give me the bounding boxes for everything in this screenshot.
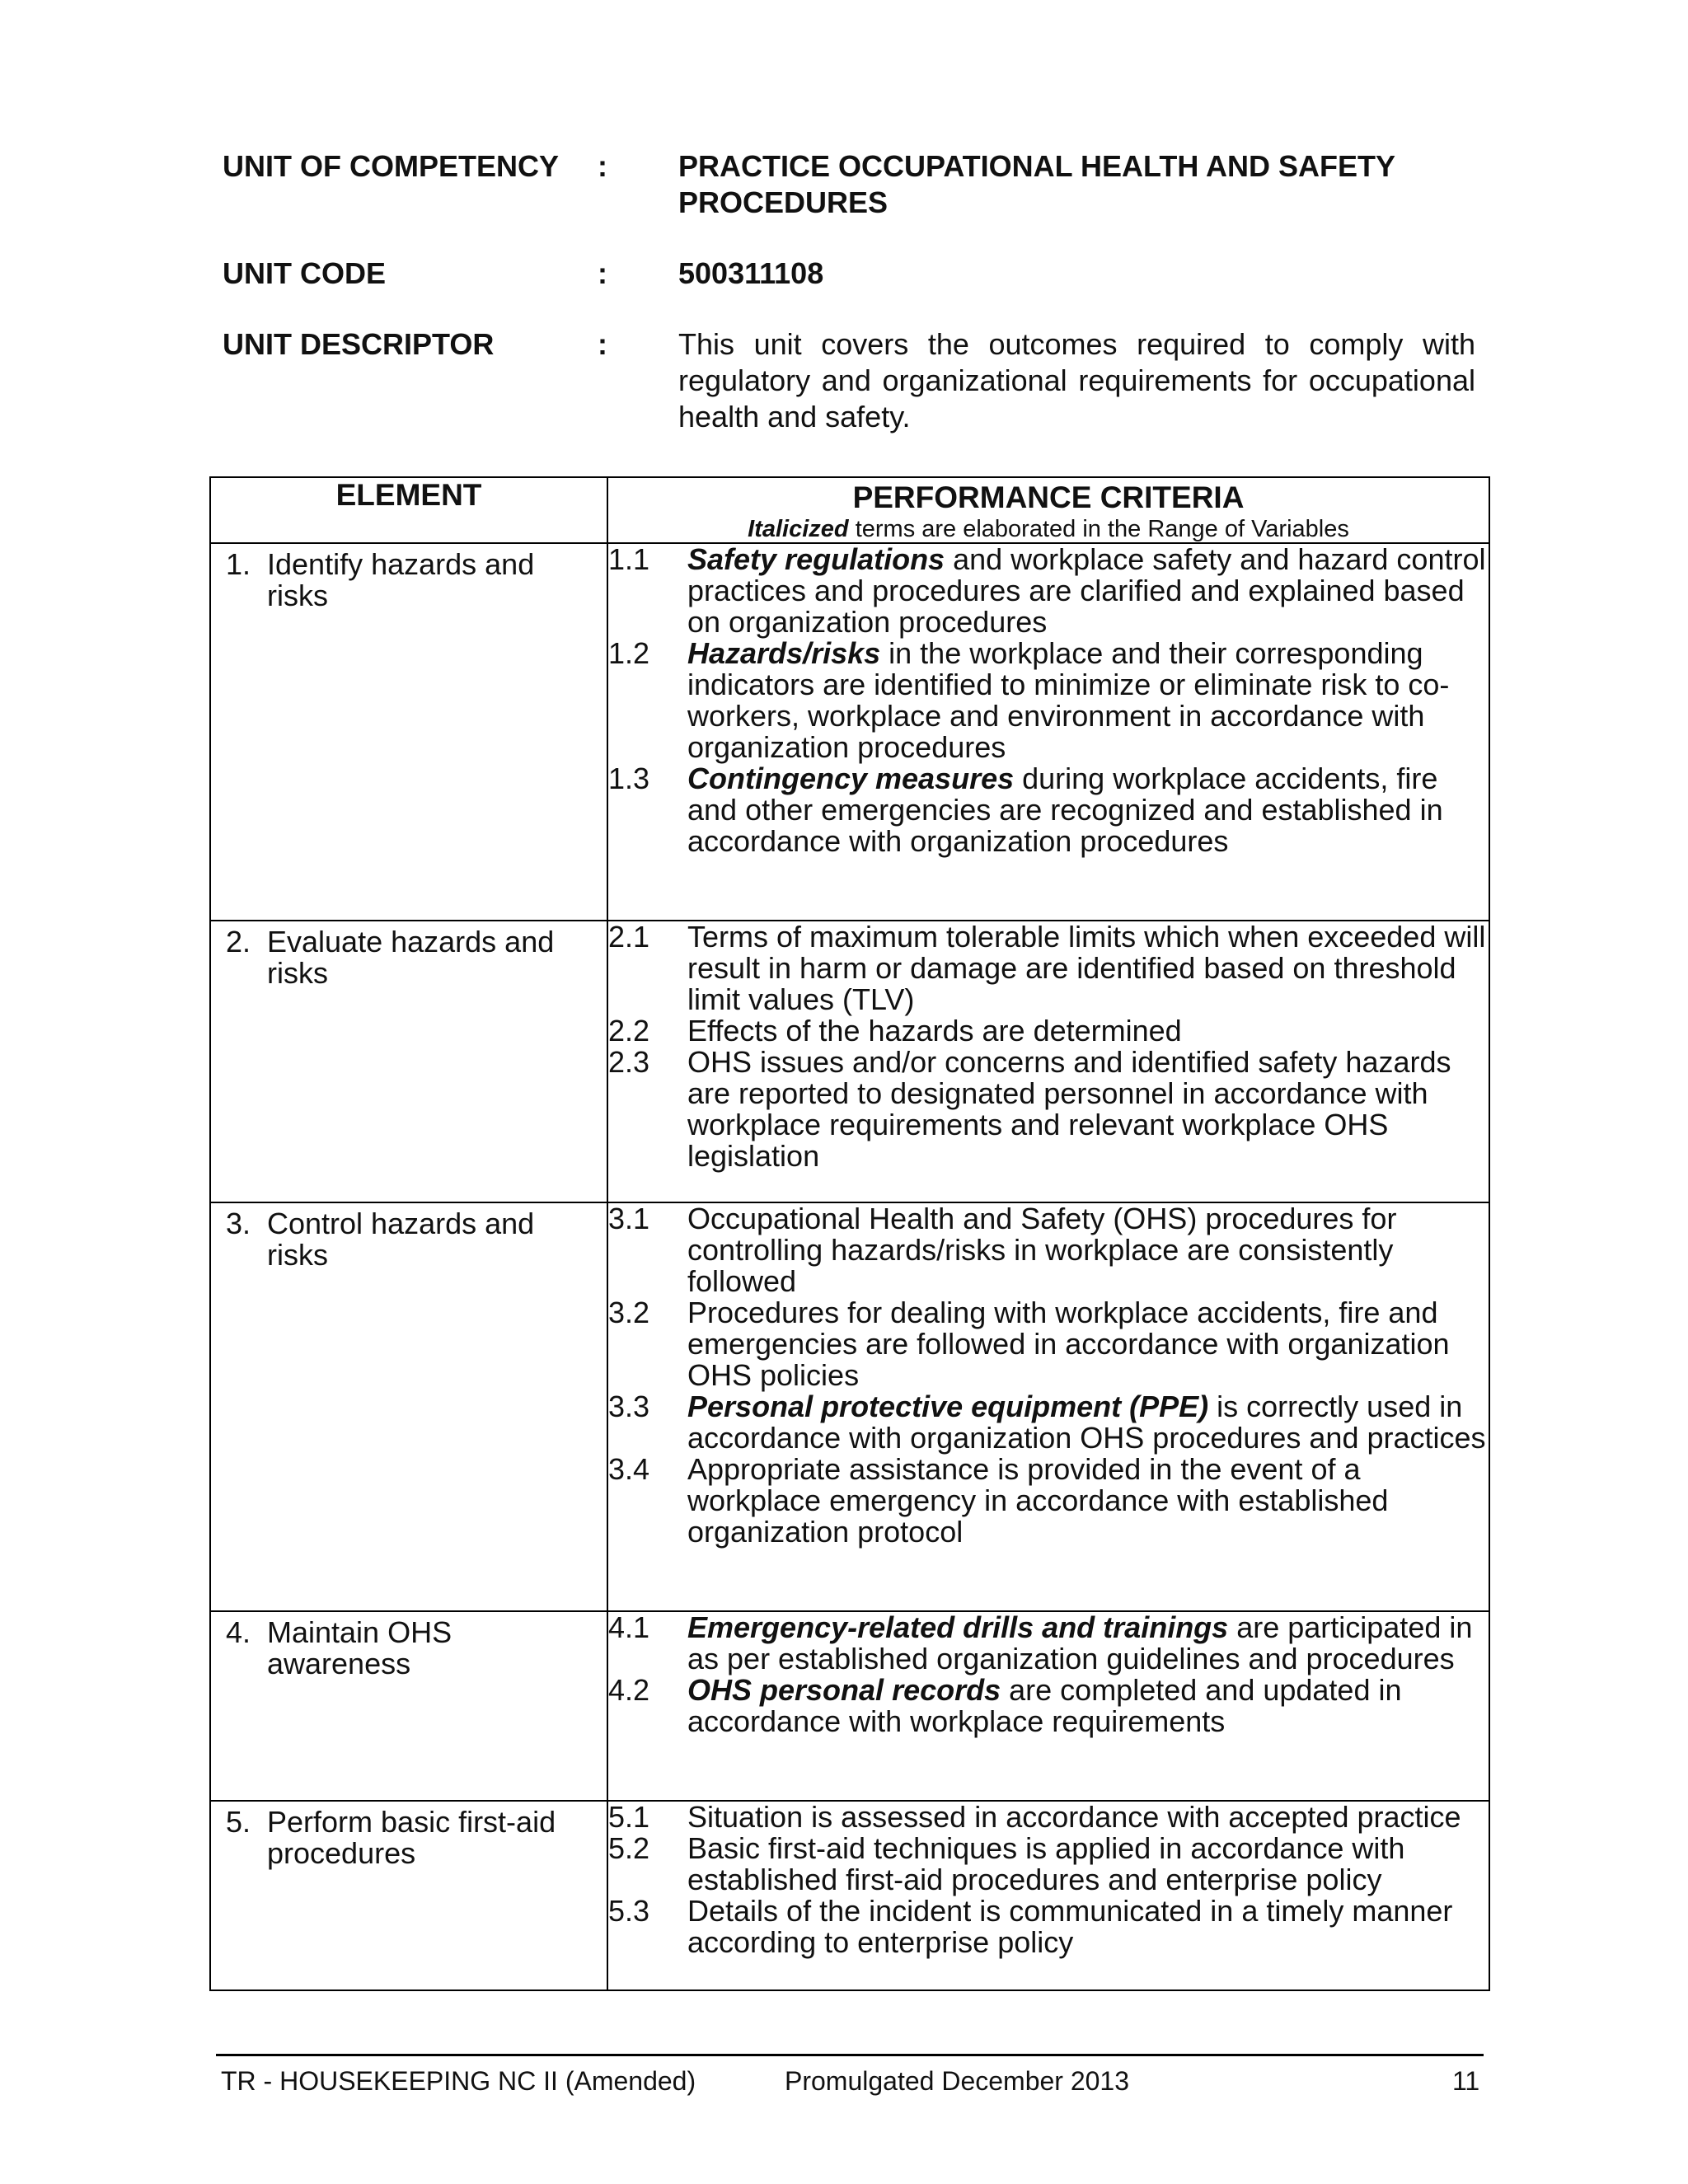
criteria-item [608,638,1489,763]
element-number: 5. [226,1805,251,1839]
criteria-item [608,1454,1489,1548]
element-text: Evaluate hazards and risks [267,925,555,990]
element-text: Identify hazards and risks [267,547,535,612]
criteria-number: 3.2 [608,1296,650,1329]
criteria-cell [607,921,1489,1202]
criteria-note [608,516,1489,542]
unit-descriptor-label: UNIT DESCRIPTOR [223,327,495,361]
element-header: ELEMENT [210,477,607,543]
criteria-note-italic: Italicized [748,516,849,542]
criteria-item [608,1047,1489,1172]
criteria-text [687,1802,1489,1833]
criteria-text [687,1896,1489,1958]
footer-divider [216,2054,1484,2056]
criteria-number: 2.3 [608,1045,650,1079]
criteria-cell [607,543,1489,921]
criteria-text [687,763,1489,857]
element-item [211,1612,607,1680]
criteria-number: 3.3 [608,1390,650,1423]
criteria-body: Appropriate assistance is provided in the event of a workplace emergency in accordance with established organization protocol [687,1452,1389,1549]
criteria-number: 5.2 [608,1831,650,1865]
element-number: 1. [226,547,251,581]
criteria-text [687,1675,1489,1737]
criteria-body: and workplace safety and hazard control practices and procedures are clarified and explained based on organization procedures [687,542,1486,639]
criteria-body: is correctly used in accordance with organization OHS procedures and practices [687,1390,1486,1455]
unit-code-colon: : [598,256,607,290]
criteria-cell [607,1611,1489,1801]
element-cell [210,1202,607,1611]
criteria-text [687,638,1489,763]
criteria-text [687,1297,1489,1391]
criteria-body: Terms of maximum tolerable limits which when exceeded will result in harm or damage are identified based on threshold limit values (TLV) [687,920,1486,1016]
element-text: Perform basic first-aid procedures [267,1805,556,1870]
element-text: Maintain OHS awareness [267,1615,452,1680]
criteria-item [608,1015,1489,1047]
criteria-text [687,1391,1489,1454]
table-row [210,921,1489,1202]
range-term: Hazards/risks [687,636,881,670]
criteria-text [687,1833,1489,1896]
criteria-cell [607,1801,1489,1990]
range-term: Personal protective equipment (PPE) [687,1390,1209,1423]
element-item [211,544,607,612]
criteria-text [687,1454,1489,1548]
element-cell [210,921,607,1202]
criteria-body: Effects of the hazards are determined [687,1014,1182,1047]
criteria-text [687,544,1489,638]
criteria-number: 1.3 [608,762,650,795]
element-cell [210,543,607,921]
table-row [210,543,1489,921]
criteria-number: 1.1 [608,542,650,576]
criteria-item [608,1612,1489,1675]
criteria-text [687,921,1489,1015]
range-term: Contingency measures [687,762,1015,795]
element-cell [210,1611,607,1801]
criteria-item [608,763,1489,857]
table-row [210,1801,1489,1990]
criteria-item [608,1833,1489,1896]
criteria-body: OHS issues and/or concerns and identified safety hazards are reported to designated personnel in accordance with workplace requirements and relevant workplace OHS legislation [687,1045,1451,1173]
unit-of-competency-value: PRACTICE OCCUPATIONAL HEALTH AND SAFETY PROCEDURES [678,149,1395,219]
criteria-number: 5.1 [608,1800,650,1834]
criteria-number: 2.1 [608,920,650,954]
criteria-body: Procedures for dealing with workplace accidents, fire and emergencies are followed in accordance with organization OHS policies [687,1296,1450,1392]
criteria-body: Occupational Health and Safety (OHS) procedures for controlling hazards/risks in workplace are consistently followed [687,1202,1397,1298]
criteria-number: 4.2 [608,1673,650,1707]
element-number: 4. [226,1615,251,1649]
criteria-body: are completed and updated in accordance with workplace requirements [687,1673,1402,1738]
criteria-item [608,1896,1489,1958]
criteria-header-cell [607,477,1489,543]
criteria-item [608,1802,1489,1833]
element-number: 2. [226,925,251,958]
element-item [211,1802,607,1869]
criteria-number: 1.2 [608,636,650,670]
criteria-number: 4.1 [608,1610,650,1644]
unit-descriptor-colon: : [598,327,607,361]
criteria-body: in the workplace and their corresponding indicators are identified to minimize or eliminate risk to co-workers, workplace and environment in accordance with organization procedures [687,636,1450,764]
criteria-item [608,544,1489,638]
criteria-item [608,1297,1489,1391]
criteria-note-rest: terms are elaborated in the Range of Variables [848,516,1349,542]
footer-title: TR - HOUSEKEEPING NC II (Amended) [221,2066,696,2096]
unit-code-label: UNIT CODE [223,256,386,290]
table-header-row [210,477,1489,543]
unit-descriptor-value: This unit covers the outcomes required to comply with regulatory and organizational requirements for occupational health and safety. [678,327,1475,434]
table-row [210,1611,1489,1801]
range-term: Safety regulations [687,542,945,576]
criteria-body: Situation is assessed in accordance with accepted practice [687,1800,1461,1834]
criteria-number: 2.2 [608,1014,650,1047]
unit-code-value: 500311108 [678,256,824,290]
footer-promulgated: Promulgated December 2013 [785,2066,1130,2096]
element-text: Control hazards and risks [267,1207,535,1272]
criteria-body: during workplace accidents, fire and other emergencies are recognized and established in accordance with organization procedures [687,762,1443,858]
criteria-body: Details of the incident is communicated in a timely manner according to enterprise policy [687,1894,1453,1959]
table-row [210,1202,1489,1611]
criteria-text [687,1203,1489,1297]
criteria-body: are participated in as per established organization guidelines and procedures [687,1610,1473,1675]
criteria-item [608,1391,1489,1454]
criteria-item [608,1675,1489,1737]
criteria-number: 3.1 [608,1202,650,1235]
criteria-item [608,921,1489,1015]
page-number: 11 [1452,2066,1480,2096]
criteria-number: 5.3 [608,1894,650,1928]
unit-of-competency-colon: : [598,149,607,183]
range-term: Emergency-related drills and trainings [687,1610,1229,1644]
criteria-text [687,1015,1489,1047]
criteria-cell [607,1202,1489,1611]
range-term: OHS personal records [687,1673,1001,1707]
criteria-header: PERFORMANCE CRITERIA [852,480,1245,514]
criteria-text [687,1047,1489,1172]
criteria-text [687,1612,1489,1675]
competency-table [209,476,1490,1991]
element-number: 3. [226,1207,251,1240]
criteria-item [608,1203,1489,1297]
unit-of-competency-label: UNIT OF COMPETENCY [223,149,560,183]
element-cell [210,1801,607,1990]
element-item [211,1203,607,1271]
element-item [211,921,607,989]
criteria-body: Basic first-aid techniques is applied in accordance with established first-aid procedures and enterprise policy [687,1831,1405,1896]
criteria-number: 3.4 [608,1452,650,1486]
